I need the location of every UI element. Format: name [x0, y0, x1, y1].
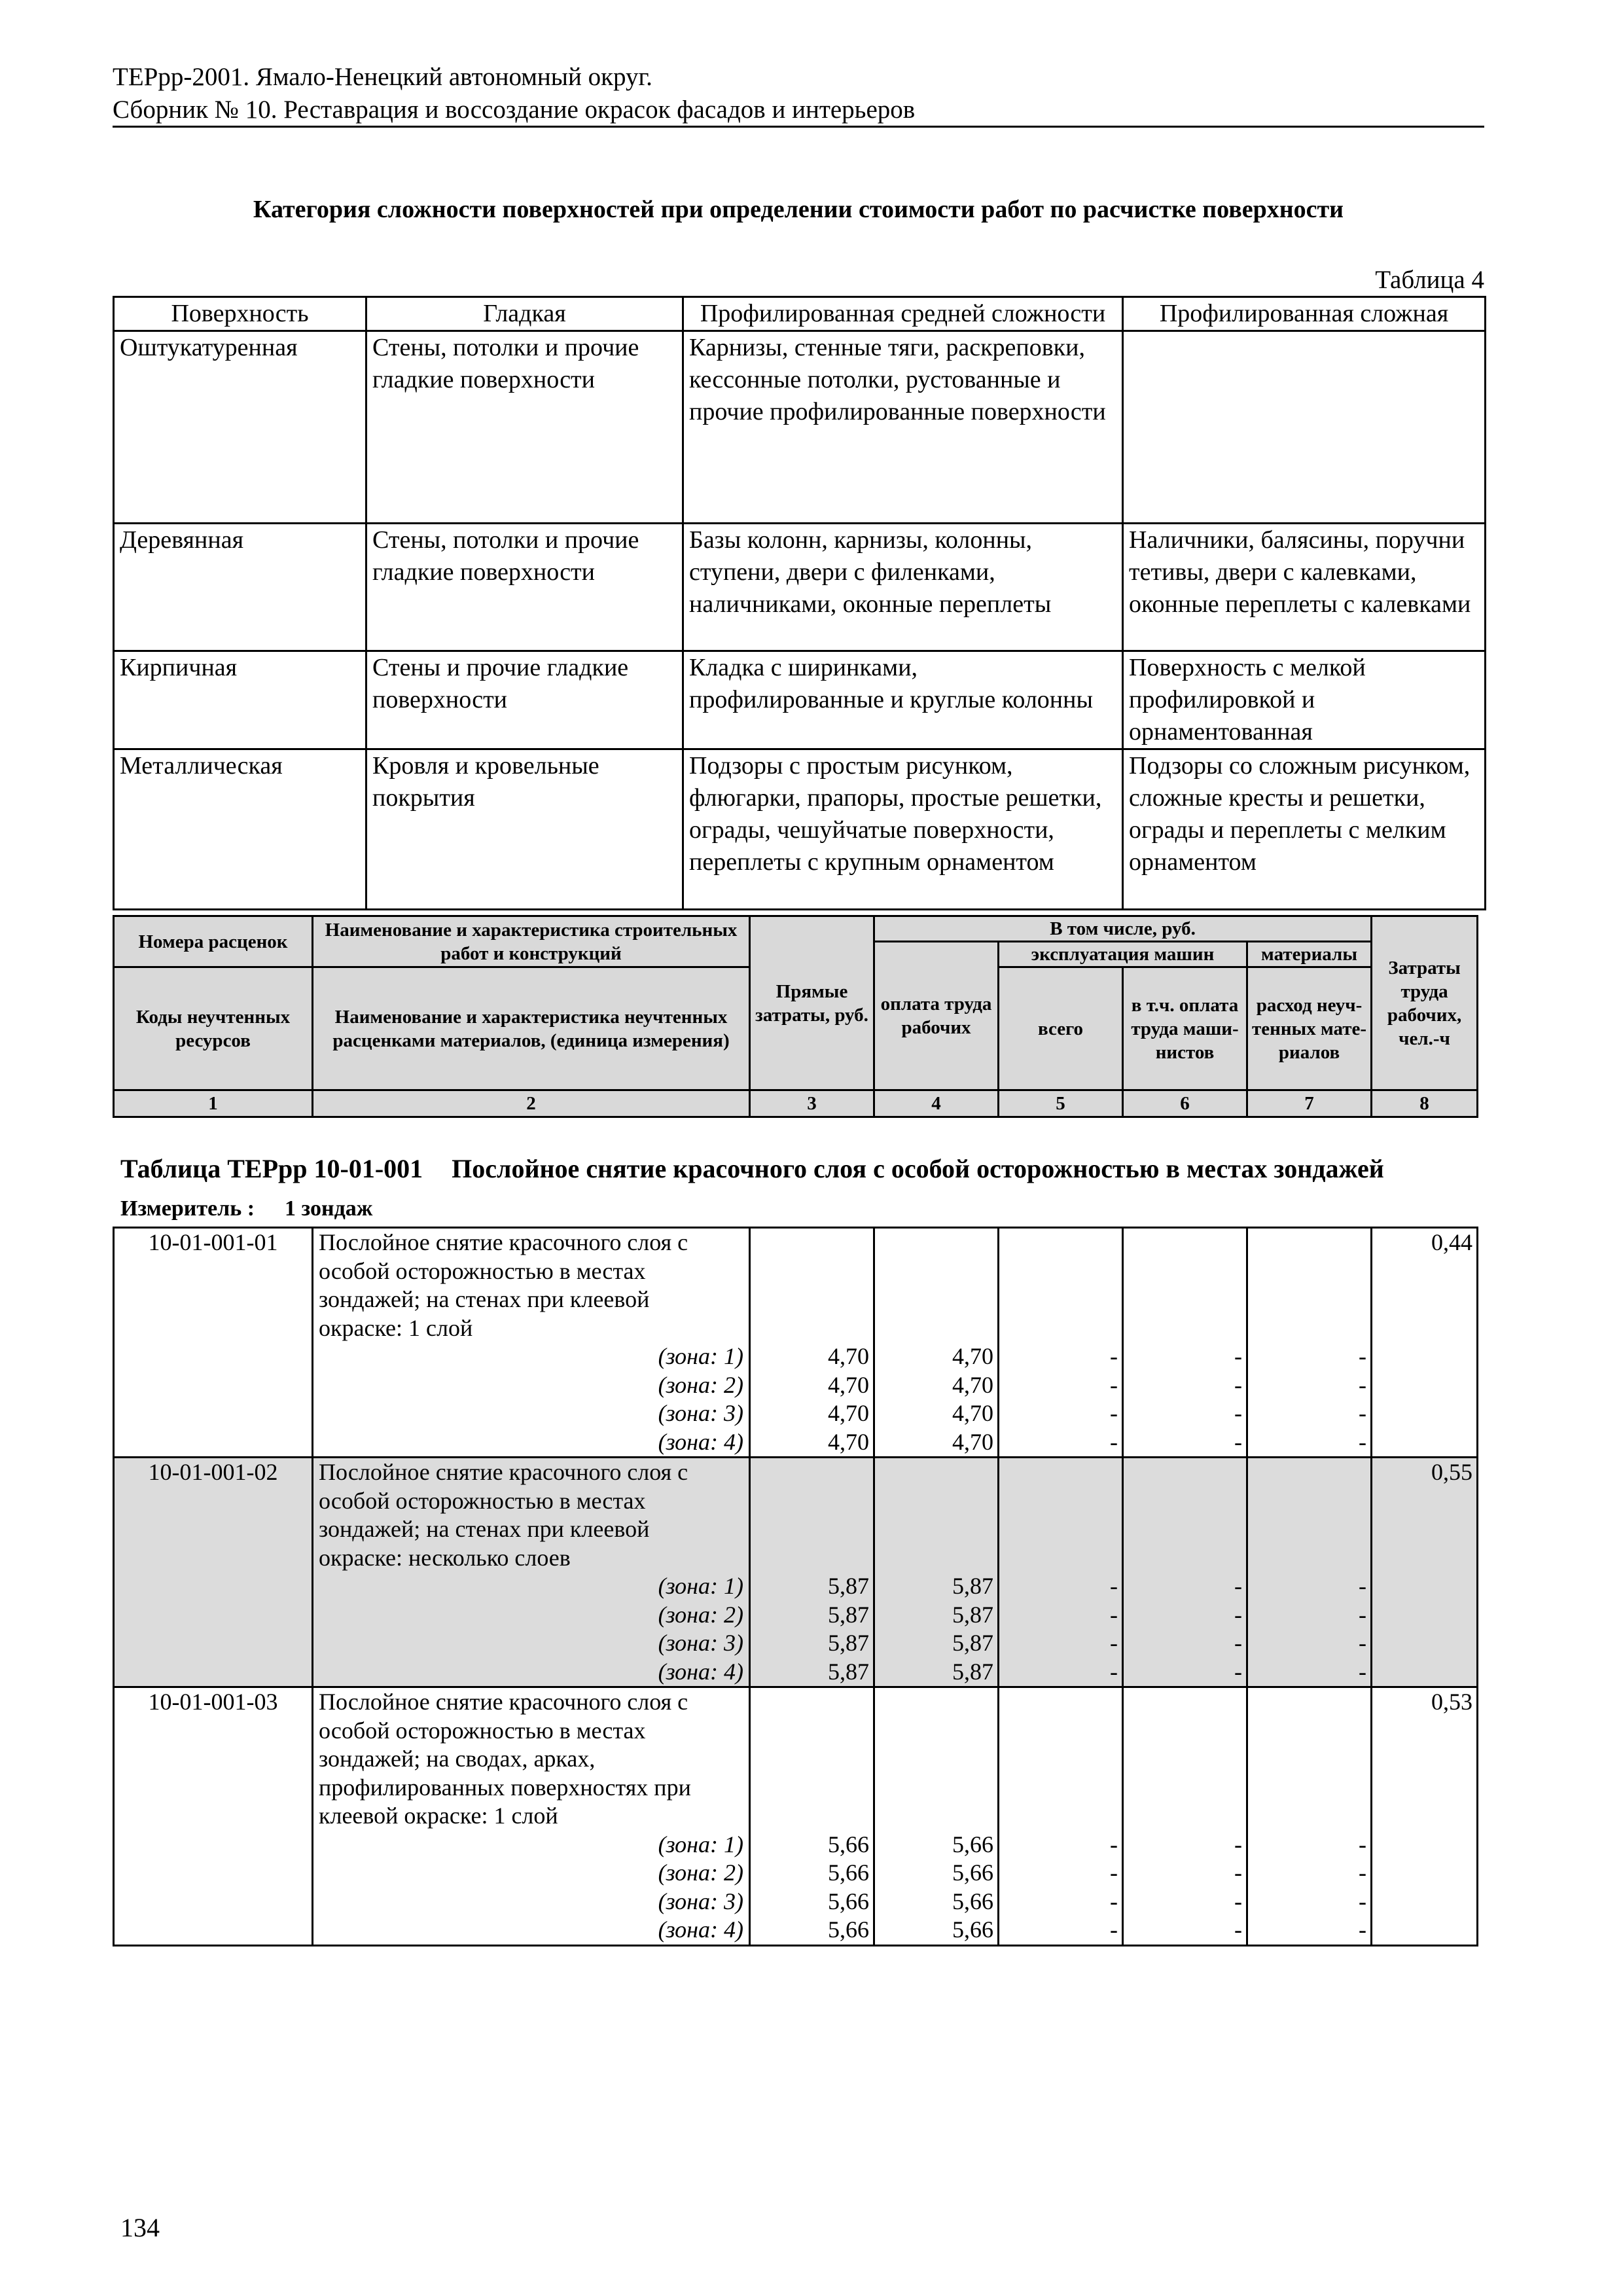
machinist-pay-value: -: [1234, 1601, 1242, 1628]
machines-cell: [999, 1687, 1123, 1946]
column-number: 7: [1247, 1090, 1372, 1117]
direct-cost-value: 4,70: [828, 1343, 869, 1369]
worker-pay-value: 5,66: [952, 1888, 993, 1914]
rate-row: [114, 1458, 1478, 1687]
including-header: В том числе, руб.: [874, 916, 1372, 942]
zone-label: (зона: 3): [658, 1400, 743, 1426]
rate-description: [313, 1687, 750, 1946]
table-cell: Подзоры со сложным рисунком, сложные кресты и решетки, ограды и переплеты с мелким орнаментом: [1123, 749, 1486, 910]
column-header: Поверхность: [114, 297, 366, 331]
complexity-header-row: [114, 297, 1486, 331]
machines-total-header: всего: [999, 967, 1123, 1090]
labor-cost: 0,53: [1372, 1687, 1478, 1946]
column-number: 6: [1123, 1090, 1247, 1117]
materials-cell: [1247, 1458, 1372, 1687]
materials-consumption-header: расход неуч-тенных мате-риалов: [1247, 967, 1372, 1090]
machines-cell: [999, 1458, 1123, 1687]
worker-pay-header: оплата труда рабочих: [874, 942, 999, 1090]
rate-code: 10-01-001-01: [114, 1228, 313, 1458]
direct-cost-value: 5,87: [828, 1573, 869, 1599]
materials-value: -: [1359, 1573, 1366, 1599]
materials-value: -: [1359, 1601, 1366, 1628]
description-line: особой осторожностью в местах: [319, 1257, 646, 1284]
materials-value: -: [1359, 1428, 1366, 1455]
machines-value: -: [1110, 1831, 1118, 1857]
direct-cost-value: 5,66: [828, 1916, 869, 1943]
table-cell: Карнизы, стенные тяги, раскреповки, кессонные потолки, рустованные и прочие профилированные поверхности: [683, 331, 1123, 524]
zone-label: (зона: 4): [658, 1916, 743, 1943]
page-number: 134: [120, 2213, 160, 2242]
measure-line: [120, 1195, 372, 1223]
direct-cost-value: 4,70: [828, 1371, 869, 1398]
direct-cost-value: 4,70: [828, 1428, 869, 1455]
description-line: зондажей; на стенах при клеевой: [319, 1286, 650, 1312]
description-line: Послойное снятие красочного слоя с: [319, 1229, 688, 1255]
zone-label: (зона: 4): [658, 1428, 743, 1455]
table-cell: Оштукатуренная: [114, 331, 366, 524]
worker-pay-value: 5,66: [952, 1916, 993, 1943]
worker-pay-value: 5,66: [952, 1859, 993, 1886]
materials-value: -: [1359, 1888, 1366, 1914]
resource-codes-header: Коды неучтенных ресурсов: [114, 967, 313, 1090]
machinist-pay-value: -: [1234, 1400, 1242, 1426]
column-header: Гладкая: [366, 297, 683, 331]
table-cell: Стены, потолки и прочие гладкие поверхности: [366, 524, 683, 651]
materials-value: -: [1359, 1371, 1366, 1398]
machines-value: -: [1110, 1888, 1118, 1914]
direct-costs-cell: [750, 1458, 874, 1687]
materials-value: -: [1359, 1831, 1366, 1857]
description-line: Послойное снятие красочного слоя с: [319, 1459, 688, 1485]
machines-value: -: [1110, 1428, 1118, 1455]
section-table-code: Таблица ТЕРрр 10-01-001: [120, 1154, 423, 1183]
measure-label: Измеритель :: [120, 1196, 255, 1221]
table-cell: Кладка с ширинками, профилированные и круглые колонны: [683, 651, 1123, 749]
worker-pay-cell: [874, 1228, 999, 1458]
rate-description: [313, 1228, 750, 1458]
header-rule: [113, 126, 1484, 128]
worker-pay-value: 4,70: [952, 1343, 993, 1369]
column-numbers-row: [114, 1090, 1478, 1117]
direct-cost-value: 5,87: [828, 1658, 869, 1685]
running-header-line-2: Сборник № 10. Реставрация и воссоздание окрасок фасадов и интерьеров: [113, 96, 916, 124]
materials-value: -: [1359, 1916, 1366, 1943]
table-cell: Металлическая: [114, 749, 366, 910]
column-number: 8: [1372, 1090, 1478, 1117]
materials-value: -: [1359, 1630, 1366, 1656]
machines-value: -: [1110, 1601, 1118, 1628]
column-number: 3: [750, 1090, 874, 1117]
labor-header: Затраты труда рабочих, чел.-ч: [1372, 916, 1478, 1090]
machines-value: -: [1110, 1630, 1118, 1656]
machinist-pay-cell: [1123, 1687, 1247, 1946]
table-cell: Кирпичная: [114, 651, 366, 749]
labor-cost: 0,44: [1372, 1228, 1478, 1458]
table-cell: Стены и прочие гладкие поверхности: [366, 651, 683, 749]
zone-label: (зона: 1): [658, 1343, 743, 1369]
machinist-pay-value: -: [1234, 1630, 1242, 1656]
machines-value: -: [1110, 1916, 1118, 1943]
description-line: профилированных поверхностях при: [319, 1774, 691, 1801]
table-cell: Подзоры с простым рисунком, флюгарки, прапоры, простые решетки, ограды, чешуйчатые поверхности, переплеты с крупным орнаментом: [683, 749, 1123, 910]
materials-value: -: [1359, 1343, 1366, 1369]
work-name-header: Наименование и характеристика строительных работ и конструкций: [313, 916, 750, 967]
direct-cost-value: 5,87: [828, 1601, 869, 1628]
direct-costs-header: Прямые затраты, руб.: [750, 916, 874, 1090]
machinist-pay-value: -: [1234, 1916, 1242, 1943]
rate-code: 10-01-001-03: [114, 1687, 313, 1946]
materials-header: материалы: [1247, 942, 1372, 967]
column-number: 1: [114, 1090, 313, 1117]
worker-pay-value: 5,87: [952, 1573, 993, 1599]
zone-label: (зона: 2): [658, 1859, 743, 1886]
rate-description: [313, 1458, 750, 1687]
section-table-title: Послойное снятие красочного слоя с особой осторожностью в местах зондажей: [452, 1154, 1384, 1183]
column-header: Профилированная сложная: [1123, 297, 1486, 331]
table-cell: Стены, потолки и прочие гладкие поверхности: [366, 331, 683, 524]
table-cell: Базы колонн, карнизы, колонны, ступени, двери с филенками, наличниками, оконные переплеты: [683, 524, 1123, 651]
machinist-pay-header: в т.ч. оплата труда маши-нистов: [1123, 967, 1247, 1090]
machinist-pay-value: -: [1234, 1831, 1242, 1857]
materials-cell: [1247, 1228, 1372, 1458]
labor-cost: 0,55: [1372, 1458, 1478, 1687]
description-line: Послойное снятие красочного слоя с: [319, 1689, 688, 1715]
rate-code: 10-01-001-02: [114, 1458, 313, 1687]
materials-value: -: [1359, 1400, 1366, 1426]
worker-pay-cell: [874, 1687, 999, 1946]
worker-pay-value: 4,70: [952, 1428, 993, 1455]
machines-value: -: [1110, 1658, 1118, 1685]
direct-costs-cell: [750, 1228, 874, 1458]
direct-cost-value: 5,87: [828, 1630, 869, 1656]
machinist-pay-cell: [1123, 1228, 1247, 1458]
description-line: зондажей; на сводах, арках,: [319, 1746, 596, 1772]
column-header: Профилированная средней сложности: [683, 297, 1123, 331]
machines-value: -: [1110, 1371, 1118, 1398]
materials-cell: [1247, 1687, 1372, 1946]
rate-row: [114, 1687, 1478, 1946]
machines-value: -: [1110, 1859, 1118, 1886]
table-cell: Поверхность с мелкой профилировкой и орнаментованная: [1123, 651, 1486, 749]
zone-label: (зона: 4): [658, 1658, 743, 1685]
section-title: [120, 1153, 1384, 1185]
header-row: [114, 916, 1478, 942]
table-cell: Кровля и кровельные покрытия: [366, 749, 683, 910]
machines-cell: [999, 1228, 1123, 1458]
description-line: особой осторожностью в местах: [319, 1717, 646, 1744]
machinist-pay-value: -: [1234, 1343, 1242, 1369]
table-cell: [1123, 331, 1486, 524]
direct-costs-cell: [750, 1687, 874, 1946]
machinist-pay-value: -: [1234, 1371, 1242, 1398]
machinist-pay-value: -: [1234, 1859, 1242, 1886]
rates-table: [113, 1227, 1478, 1946]
running-header-line-1: ТЕРрр-2001. Ямало-Ненецкий автономный округ.: [113, 63, 652, 91]
direct-cost-value: 5,66: [828, 1859, 869, 1886]
table-cell: Наличники, балясины, поручни тетивы, двери с калевками, оконные переплеты с калевками: [1123, 524, 1486, 651]
zone-label: (зона: 1): [658, 1573, 743, 1599]
complexity-title: Категория сложности поверхностей при определении стоимости работ по расчистке поверхности: [253, 196, 1344, 223]
worker-pay-value: 5,87: [952, 1601, 993, 1628]
rate-row: [114, 1228, 1478, 1458]
table-row: [114, 524, 1486, 651]
zone-label: (зона: 1): [658, 1831, 743, 1857]
direct-cost-value: 5,66: [828, 1831, 869, 1857]
material-name-header: Наименование и характеристика неучтенных расценками материалов, (единица измерения): [313, 967, 750, 1090]
zone-label: (зона: 3): [658, 1888, 743, 1914]
machinist-pay-value: -: [1234, 1658, 1242, 1685]
description-line: клеевой окраске: 1 слой: [319, 1803, 558, 1829]
worker-pay-value: 5,66: [952, 1831, 993, 1857]
column-number: 4: [874, 1090, 999, 1117]
machines-value: -: [1110, 1573, 1118, 1599]
measure-value: 1 зондаж: [285, 1196, 373, 1221]
worker-pay-value: 5,87: [952, 1630, 993, 1656]
complexity-table: [113, 296, 1486, 910]
zone-label: (зона: 2): [658, 1371, 743, 1398]
direct-cost-value: 4,70: [828, 1400, 869, 1426]
description-line: окраске: 1 слой: [319, 1314, 473, 1341]
materials-value: -: [1359, 1658, 1366, 1685]
table-row: [114, 651, 1486, 749]
table-label: Таблица 4: [1375, 266, 1484, 294]
description-line: особой осторожностью в местах: [319, 1487, 646, 1514]
machinist-pay-value: -: [1234, 1888, 1242, 1914]
machines-header: эксплуатация машин: [999, 942, 1247, 967]
price-columns-header: [113, 915, 1478, 1118]
description-line: окраске: несколько слоев: [319, 1544, 571, 1571]
table-row: [114, 749, 1486, 910]
direct-cost-value: 5,66: [828, 1888, 869, 1914]
zone-label: (зона: 2): [658, 1601, 743, 1628]
description-line: зондажей; на стенах при клеевой: [319, 1516, 650, 1542]
machinist-pay-cell: [1123, 1458, 1247, 1687]
machines-value: -: [1110, 1400, 1118, 1426]
table-row: [114, 331, 1486, 524]
table-cell: Деревянная: [114, 524, 366, 651]
rate-numbers-header: Номера расценок: [114, 916, 313, 967]
zone-label: (зона: 3): [658, 1630, 743, 1656]
worker-pay-value: 5,87: [952, 1658, 993, 1685]
machinist-pay-value: -: [1234, 1428, 1242, 1455]
worker-pay-cell: [874, 1458, 999, 1687]
column-number: 5: [999, 1090, 1123, 1117]
materials-value: -: [1359, 1859, 1366, 1886]
machinist-pay-value: -: [1234, 1573, 1242, 1599]
machines-value: -: [1110, 1343, 1118, 1369]
worker-pay-value: 4,70: [952, 1400, 993, 1426]
column-number: 2: [313, 1090, 750, 1117]
worker-pay-value: 4,70: [952, 1371, 993, 1398]
